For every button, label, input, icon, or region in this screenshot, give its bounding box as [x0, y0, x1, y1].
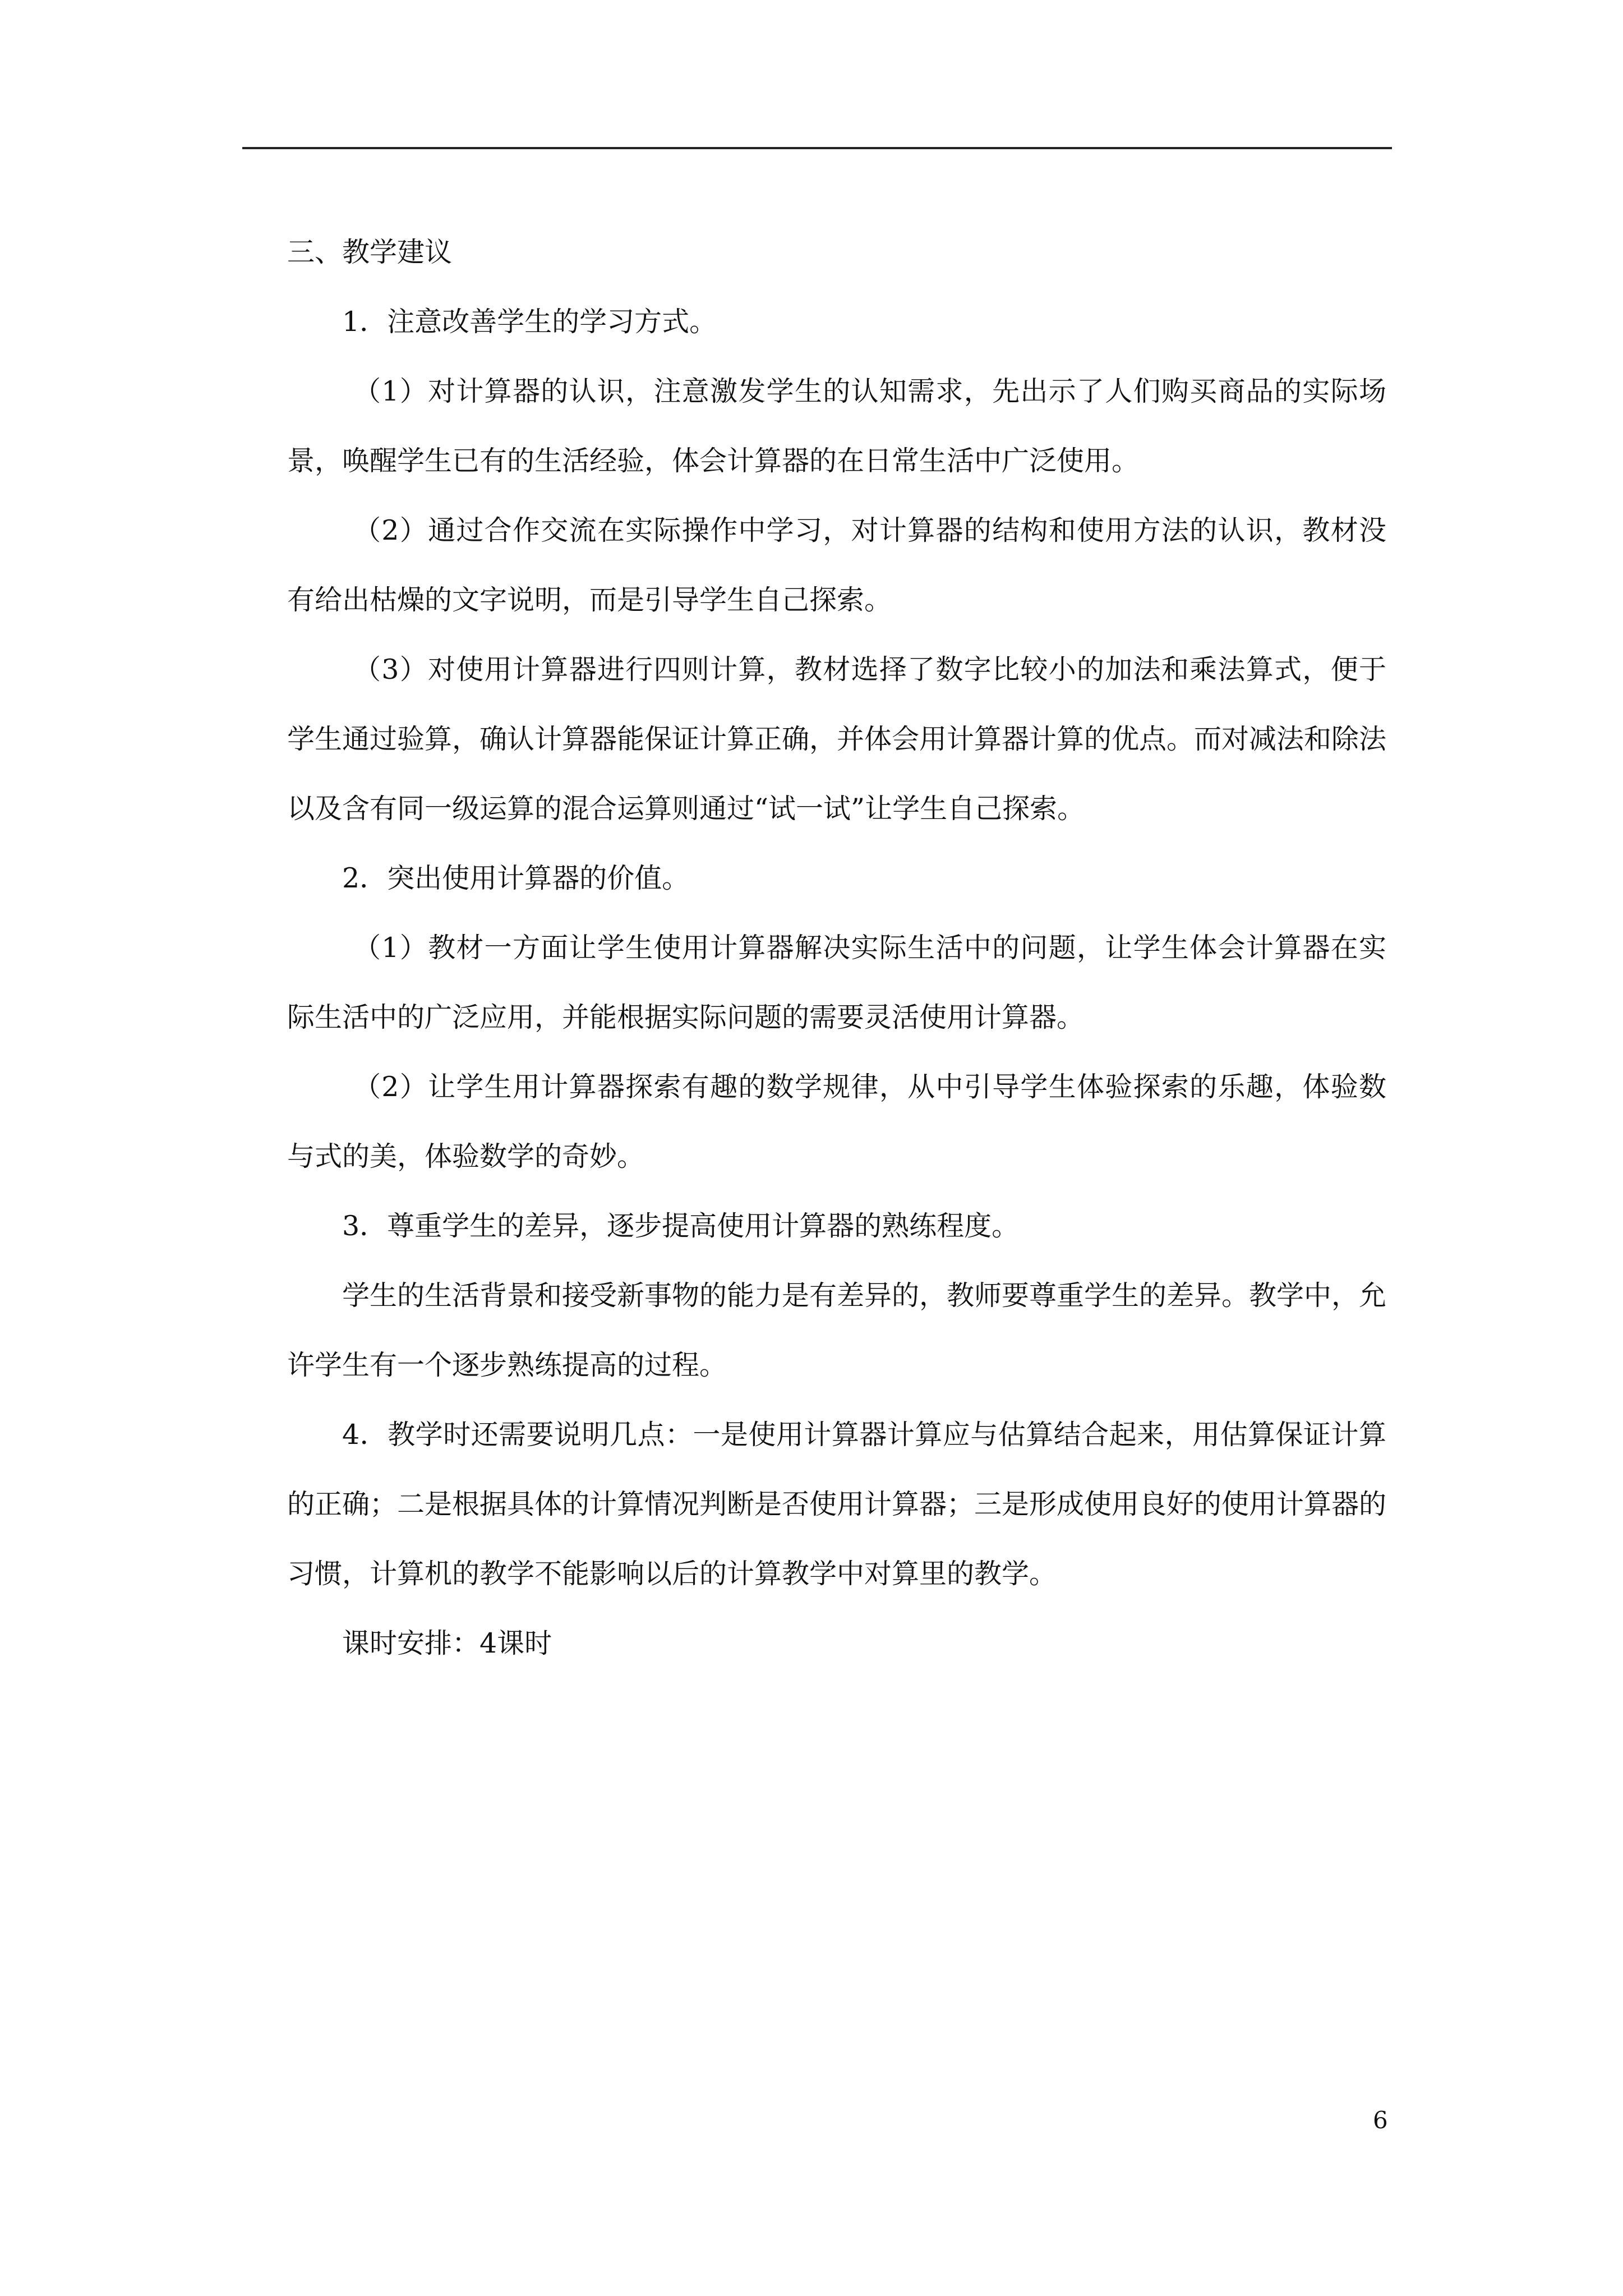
item-2-heading: 2．突出使用计算器的价值。 [342, 862, 690, 894]
item-4-paragraph: 4．教学时还需要说明几点：一是使用计算器计算应与估算结合起来，用估算保证计算的正确；二是根据具体的计算情况判断是否使用计算器；三是形成使用良好的使用计算器的习惯，计算机的教学不能影响以后的计算教学中对算里的教学。 [287, 1419, 1387, 1590]
item-3-heading: 3．尊重学生的差异，逐步提高使用计算器的熟练程度。 [342, 1210, 1020, 1242]
item-2-2-paragraph: （2）让学生用计算器探索有趣的数学规律，从中引导学生体验探索的乐趣，体验数与式的美，体验数学的奇妙。 [287, 1071, 1386, 1172]
item-3-paragraph: 学生的生活背景和接受新事物的能力是有差异的，教师要尊重学生的差异。教学中，允许学生有一个逐步熟练提高的过程。 [287, 1280, 1387, 1381]
page-number: 6 [1373, 2106, 1388, 2134]
section-heading: 三、教学建议 [287, 236, 453, 268]
item-1-1-paragraph: （1）对计算器的认识，注意激发学生的认知需求，先出示了人们购买商品的实际场景，唤醒学生已有的生活经验，体会计算器的在日常生活中广泛使用。 [287, 375, 1386, 477]
lesson-schedule: 课时安排：4课时 [342, 1627, 552, 1659]
item-2-1-paragraph: （1）教材一方面让学生使用计算器解决实际生活中的问题，让学生体会计算器在实际生活中的广泛应用，并能根据实际问题的需要灵活使用计算器。 [287, 932, 1386, 1033]
item-1-heading: 1．注意改善学生的学习方式。 [342, 306, 717, 338]
document-body [287, 218, 1386, 1678]
item-1-2-paragraph: （2）通过合作交流在实际操作中学习，对计算器的结构和使用方法的认识，教材没有给出枯燥的文字说明，而是引导学生自己探索。 [287, 514, 1386, 616]
header-rule [242, 147, 1392, 149]
item-1-3-paragraph: （3）对使用计算器进行四则计算，教材选择了数字比较小的加法和乘法算式，便于学生通过验算，确认计算器能保证计算正确，并体会用计算器计算的优点。而对减法和除法以及含有同一级运算的混合运算则通过“试一试”让学生自己探索。 [287, 654, 1387, 825]
